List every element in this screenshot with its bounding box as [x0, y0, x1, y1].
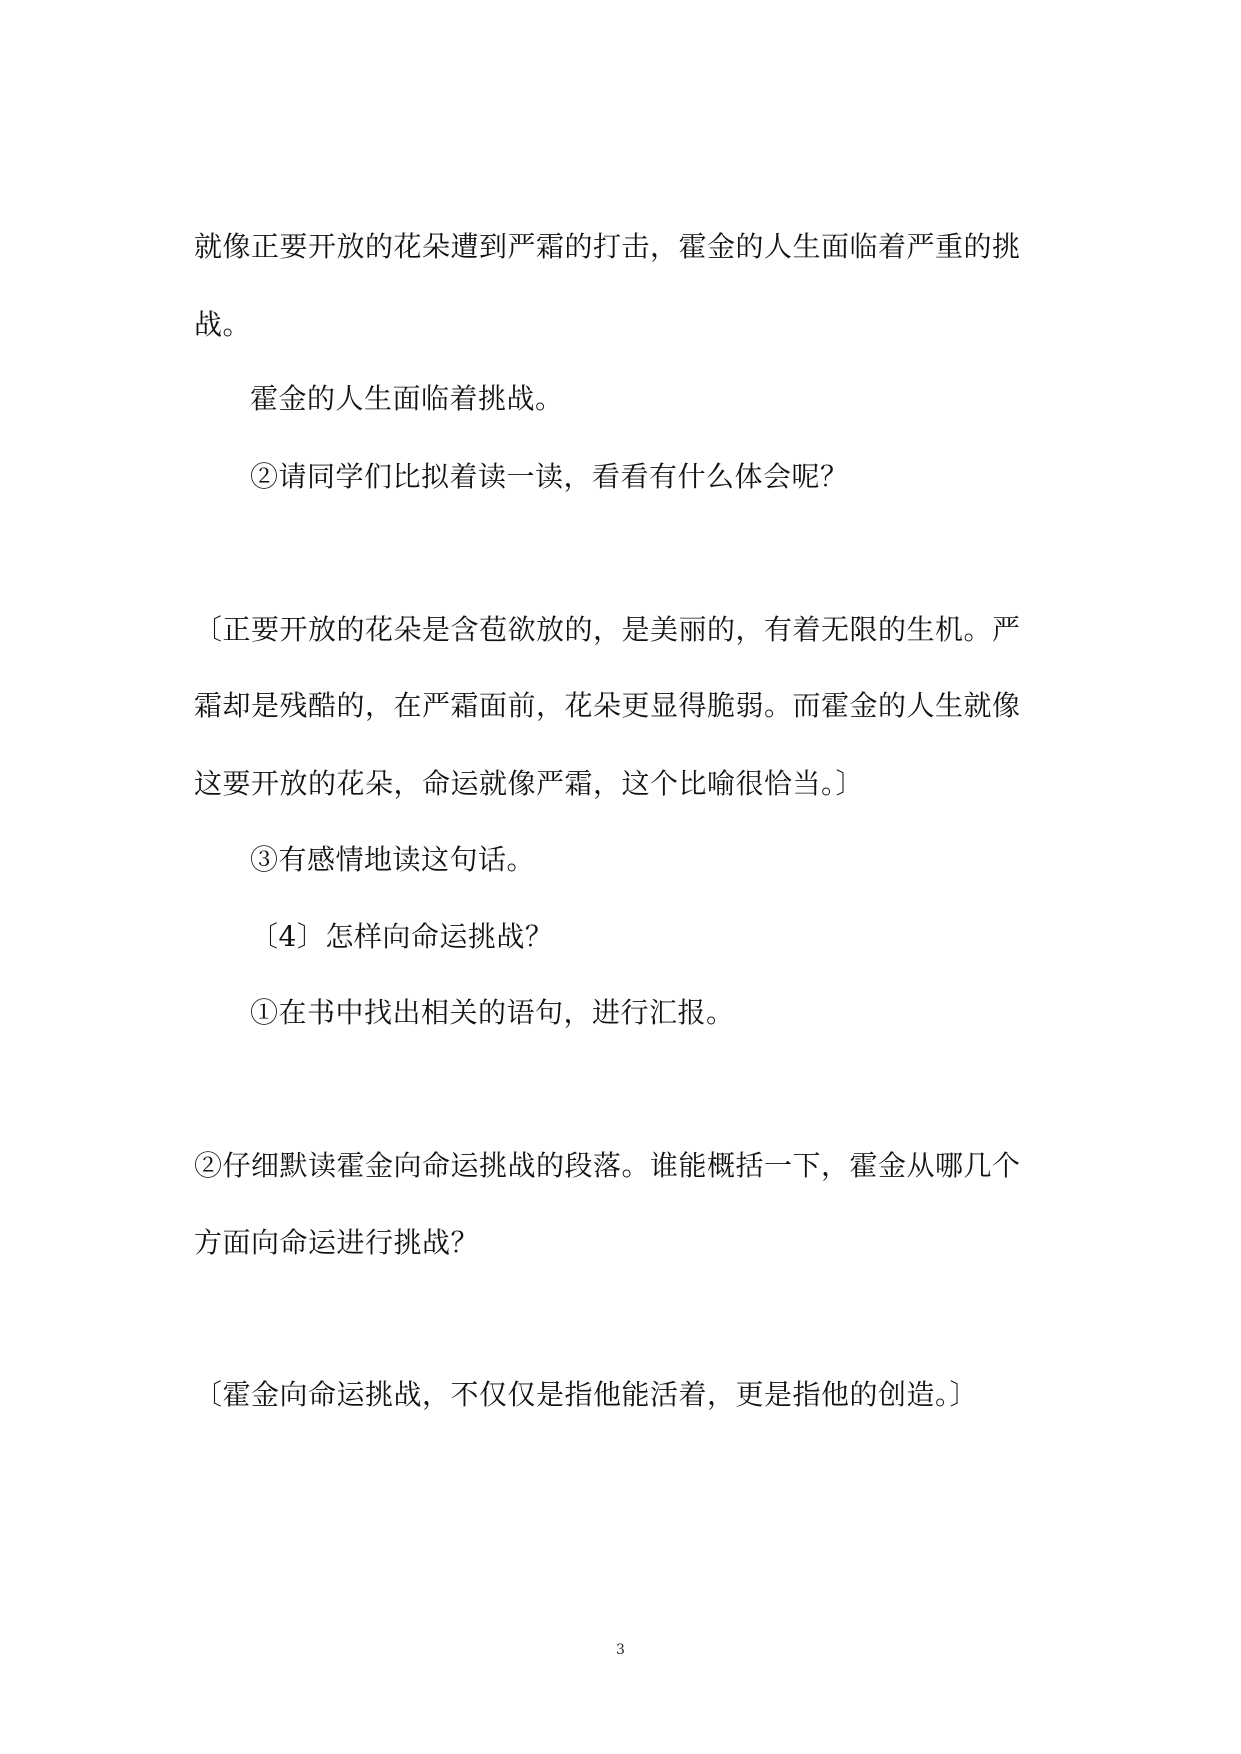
text-line: ①在书中找出相关的语句，进行汇报。 [250, 996, 735, 1029]
text-line: 霍金的人生面临着挑战。 [250, 382, 564, 415]
text-line: ③有感情地读这句话。 [250, 843, 536, 876]
text-line: 〔4〕怎样向命运挑战？ [250, 920, 554, 953]
text-line: 方面向命运进行挑战？ [194, 1226, 480, 1259]
text-line: ②仔细默读霍金向命运挑战的段落。谁能概括一下，霍金从哪几个 [194, 1149, 1021, 1182]
text-line: 这要开放的花朵，命运就像严霜，这个比喻很恰当。〕 [194, 767, 865, 800]
text-line: 〔正要开放的花朵是含苞欲放的，是美丽的，有着无限的生机。严 [194, 613, 1021, 646]
text-line: 就像正要开放的花朵遭到严霜的打击，霍金的人生面临着严重的挑 [194, 230, 1021, 263]
page-number: 3 [616, 1642, 625, 1658]
text-line: 战。 [194, 308, 252, 341]
text-line: 〔霍金向命运挑战，不仅仅是指他能活着，更是指他的创造。〕 [194, 1378, 979, 1411]
text-line: 霜却是残酷的，在严霜面前，花朵更显得脆弱。而霍金的人生就像 [194, 689, 1021, 722]
text-line: ②请同学们比拟着读一读，看看有什么体会呢？ [250, 460, 849, 493]
